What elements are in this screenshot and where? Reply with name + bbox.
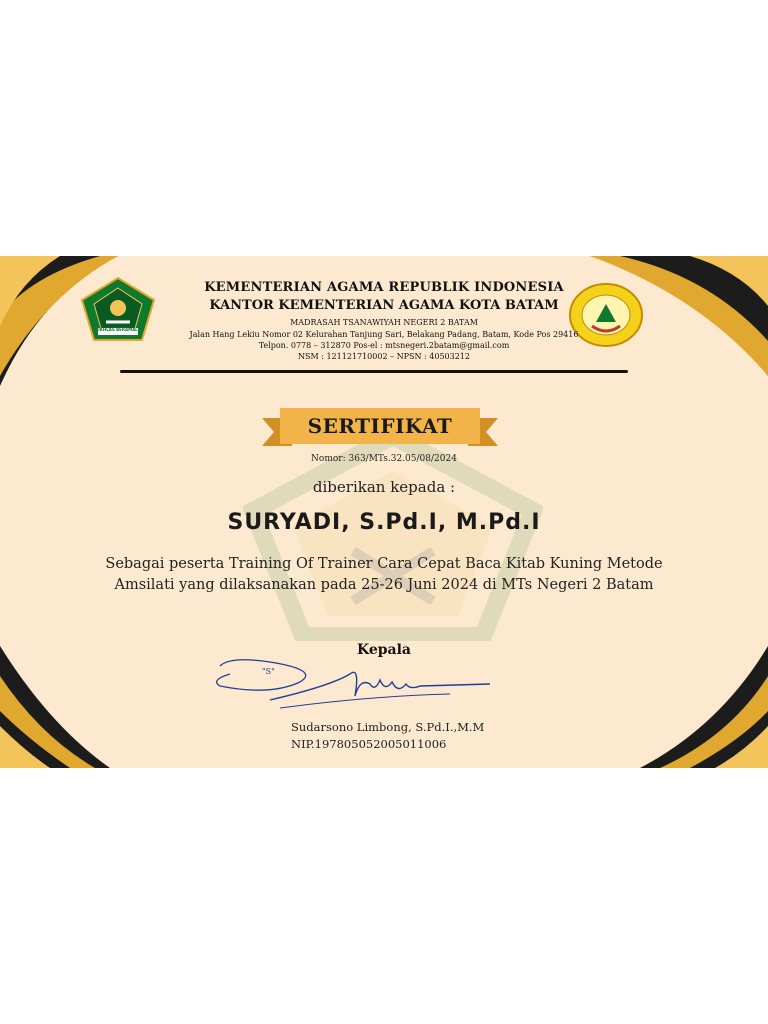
certificate <box>0 256 768 768</box>
recipient-name: SURYADI, S.Pd.I, M.Pd.I <box>227 510 541 535</box>
office-title: KANTOR KEMENTERIAN AGAMA KOTA BATAM <box>209 298 559 313</box>
svg-text:"S": "S" <box>262 667 275 676</box>
ministry-title: KEMENTERIAN AGAMA REPUBLIK INDONESIA <box>204 280 564 295</box>
header-divider <box>120 370 628 373</box>
signer-nip: NIP.197805052005011006 <box>291 737 447 751</box>
signer-name: Sudarsono Limbong, S.Pd.I.,M.M <box>291 720 485 734</box>
school-address: Jalan Hang Lekiu Nomor 02 Kelurahan Tanjung Sari, Belakang Padang, Batam, Kode Pos 29416 <box>189 330 579 339</box>
school-contact: Telpon. 0778 – 312870 Pos-el : mtsnegeri.2batam@gmail.com <box>258 341 510 350</box>
certificate-number: Nomor: 363/MTs.32.05/08/2024 <box>311 454 457 464</box>
left-logo-caption: IKHLAS BERAMAL <box>98 327 138 332</box>
handwritten-signature <box>210 656 500 716</box>
signer-role: Kepala <box>356 642 412 658</box>
certificate-title: SERTIFIKAT <box>307 414 453 438</box>
given-to-label: diberikan kepada : <box>312 478 456 496</box>
school-ids: NSM : 121121710002 – NPSN : 40503212 <box>298 352 470 361</box>
certificate-description: Sebagai peserta Training Of Trainer Cara Cepat Baca Kitab Kuning Metode Amsilati yang dilaksanakan pada 25-26 Juni 2024 di MTs Negeri 2 Batam <box>105 556 663 593</box>
school-name: MADRASAH TSANAWIYAH NEGERI 2 BATAM <box>290 318 478 327</box>
